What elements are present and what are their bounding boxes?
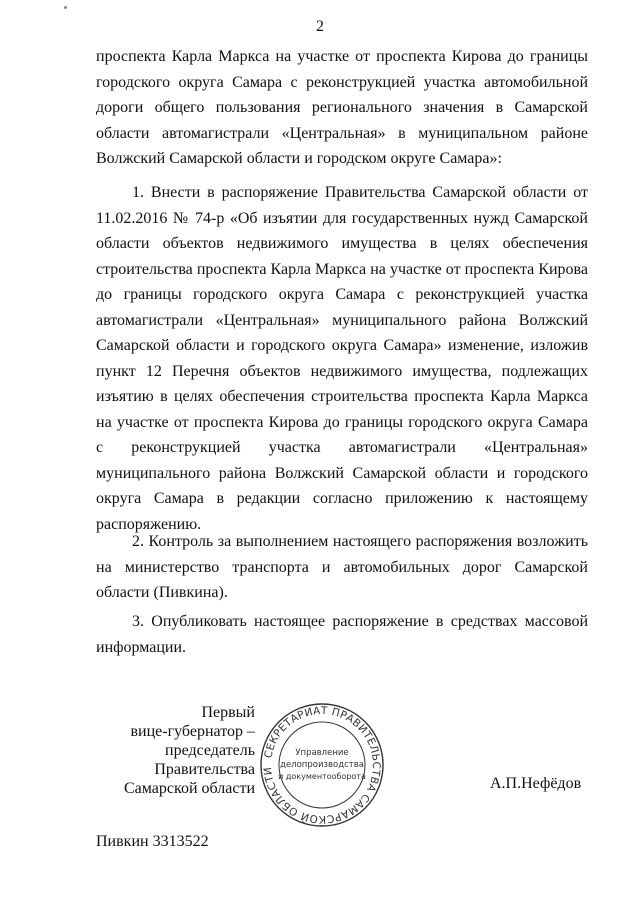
official-stamp bbox=[258, 701, 386, 829]
stamp-center-line: и документооборота bbox=[278, 772, 366, 781]
signer-title-line: председатель Правительства bbox=[154, 742, 255, 778]
paragraph-item-2: 2. Контроль за выполнением настоящего распоряжения возложить на министерство транспорта и автомобильных дорог Самарской области (Пивкина). bbox=[96, 533, 588, 601]
scan-artifact bbox=[64, 6, 67, 9]
paragraph-item-3: 3. Опубликовать настоящее распоряжение в средствах массовой информации. bbox=[96, 613, 588, 656]
stamp-center-line: делопроизводства bbox=[280, 760, 364, 770]
signer-title-line: Самарской области bbox=[124, 780, 255, 797]
paragraph-intro-continuation: проспекта Карла Маркса на участке от проспекта Кирова до границы городского округа Самара с реконструкцией участка автомобильной дороги общего пользования регионального значения в Самарской области автомагистрали «Центральная» в муниципальном районе Волжский Самарской области и городском округе Самара»: bbox=[96, 48, 588, 167]
paragraph-item-1: 1. Внести в распоряжение Правительства Самарской области от 11.02.2016 № 74-р «Об изъятии для государственных нужд Самарской области объектов недвижимого имущества в целях обеспечения строительства проспекта Карла Маркса на участке от проспекта Кирова до границы городского округа Самара с реконструкцией участка автомагистрали «Центральная» муниципального района Волжский Самарской области и городского округа Самара» изменение, изложив пункт 12 Перечня объектов недвижимого имущества, подлежащих изъятию в целях обеспечения строительства проспекта Карла Маркса на участке от проспекта Кирова до границы городского округа Самара с реконструкцией участка автомагистрали «Центральная» муниципального района Волжский Самарской области и городского округа Самара в редакции согласно приложению к настоящему распоряжению. bbox=[96, 184, 588, 533]
signer-title-line: вице-губернатор – bbox=[130, 723, 255, 740]
signer-title bbox=[100, 703, 255, 798]
signer-name: А.П.Нефёдов bbox=[490, 775, 582, 792]
signer-title-line: Первый bbox=[201, 704, 255, 721]
executor-footer: Пивкин 3313522 bbox=[96, 833, 209, 850]
stamp-center-line: Управление bbox=[295, 748, 349, 758]
stamp-ring-text: СЕКРЕТАРИАТ ПРАВИТЕЛЬСТВА САМАРСКОЙ ОБЛАСТИ bbox=[261, 704, 383, 826]
page-number: 2 bbox=[316, 18, 324, 35]
